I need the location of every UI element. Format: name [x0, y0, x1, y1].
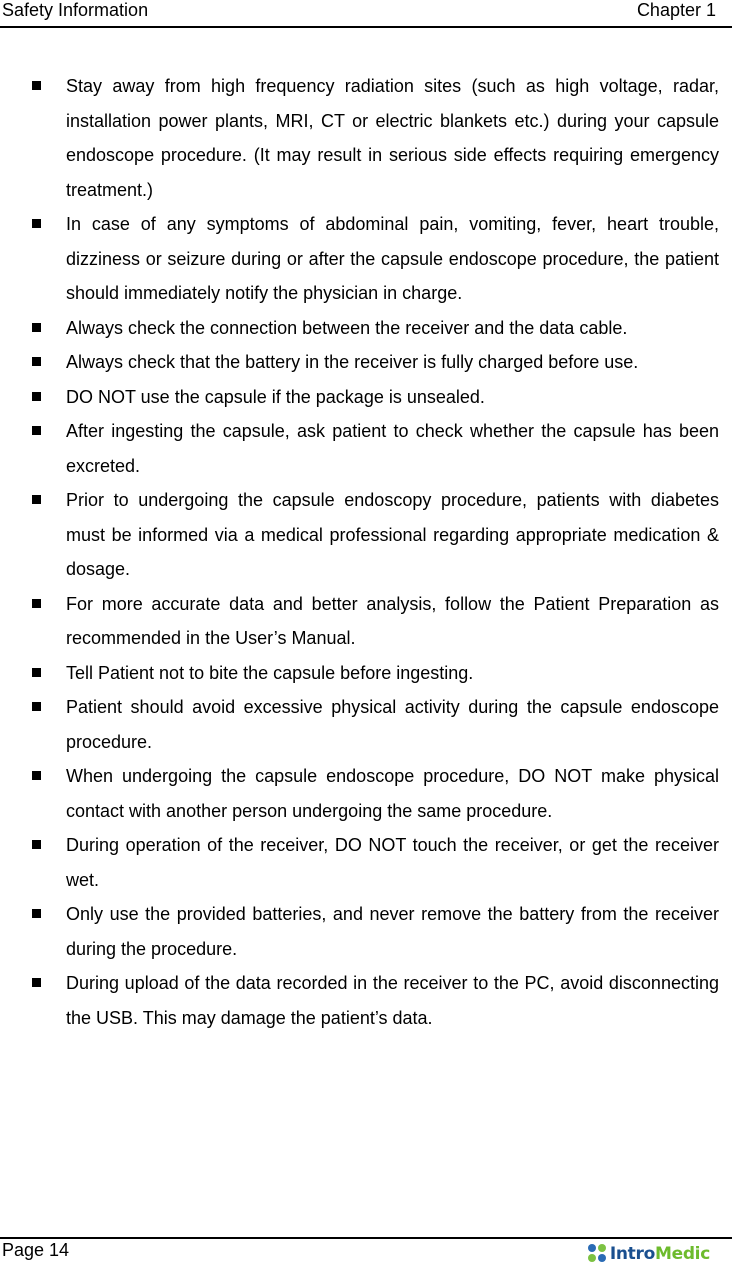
logo-mark-icon	[588, 1244, 608, 1264]
square-bullet-icon	[32, 978, 41, 987]
intromedic-logo	[588, 1243, 710, 1265]
list-item	[0, 345, 732, 380]
list-item-text: For more accurate data and better analysis, follow the Patient Preparation as recommended in the User’s Manual.	[66, 593, 719, 648]
list-item-text: After ingesting the capsule, ask patient to check whether the capsule has been excreted.	[66, 421, 719, 476]
safety-list	[0, 69, 732, 1035]
list-item	[0, 690, 732, 759]
page-footer	[0, 1237, 732, 1264]
list-item	[0, 207, 732, 311]
logo-text-intro: Intro	[609, 1244, 655, 1264]
square-bullet-icon	[32, 357, 41, 366]
list-item-text: Tell Patient not to bite the capsule before ingesting.	[66, 662, 474, 683]
list-item	[0, 69, 732, 207]
logo-text	[610, 1244, 710, 1264]
chapter-label: Chapter 1	[636, 0, 716, 20]
page-header	[0, 0, 732, 28]
logo-text-medic: Medic	[654, 1244, 710, 1264]
square-bullet-icon	[32, 392, 41, 401]
square-bullet-icon	[32, 323, 41, 332]
list-item-text: When undergoing the capsule endoscope procedure, DO NOT make physical contact with another person undergoing the same procedure.	[66, 766, 719, 821]
list-item-text: DO NOT use the capsule if the package is unsealed.	[66, 386, 485, 407]
square-bullet-icon	[32, 909, 41, 918]
list-item-text: During upload of the data recorded in the receiver to the PC, avoid disconnecting the USB. This may damage the patient’s data.	[66, 973, 719, 1028]
list-item-text: Only use the provided batteries, and never remove the battery from the receiver during the procedure.	[66, 904, 719, 959]
list-item-text: In case of any symptoms of abdominal pain, vomiting, fever, heart trouble, dizziness or seizure during or after the capsule endoscope procedure, the patient should immediately notify the physician in charge.	[66, 214, 719, 303]
list-item	[0, 587, 732, 656]
list-item	[0, 380, 732, 415]
list-item	[0, 759, 732, 828]
list-item-text: Patient should avoid excessive physical activity during the capsule endoscope procedure.	[66, 697, 719, 752]
square-bullet-icon	[32, 81, 41, 90]
square-bullet-icon	[32, 702, 41, 711]
square-bullet-icon	[32, 599, 41, 608]
square-bullet-icon	[32, 840, 41, 849]
list-item	[0, 414, 732, 483]
section-title: Safety Information	[2, 0, 149, 20]
square-bullet-icon	[32, 771, 41, 780]
list-item	[0, 311, 732, 346]
list-item	[0, 966, 732, 1035]
list-item-text: Stay away from high frequency radiation sites (such as high voltage, radar, installation power plants, MRI, CT or electric blankets etc.) during your capsule endoscope procedure. (It may result in serious side effects requiring emergency treatment.)	[66, 76, 719, 200]
square-bullet-icon	[32, 219, 41, 228]
list-item	[0, 483, 732, 587]
square-bullet-icon	[32, 668, 41, 677]
page-number: Page 14	[2, 1240, 70, 1260]
list-item	[0, 897, 732, 966]
list-item-text: Always check the connection between the receiver and the data cable.	[66, 317, 628, 338]
list-item-text: Always check that the battery in the receiver is fully charged before use.	[66, 352, 639, 372]
list-item-text: Prior to undergoing the capsule endoscopy procedure, patients with diabetes must be informed via a medical professional regarding appropriate medication & dosage.	[66, 490, 719, 579]
square-bullet-icon	[32, 426, 41, 435]
square-bullet-icon	[32, 495, 41, 504]
list-item-text: During operation of the receiver, DO NOT touch the receiver, or get the receiver wet.	[66, 835, 719, 890]
list-item	[0, 656, 732, 691]
list-item	[0, 828, 732, 897]
